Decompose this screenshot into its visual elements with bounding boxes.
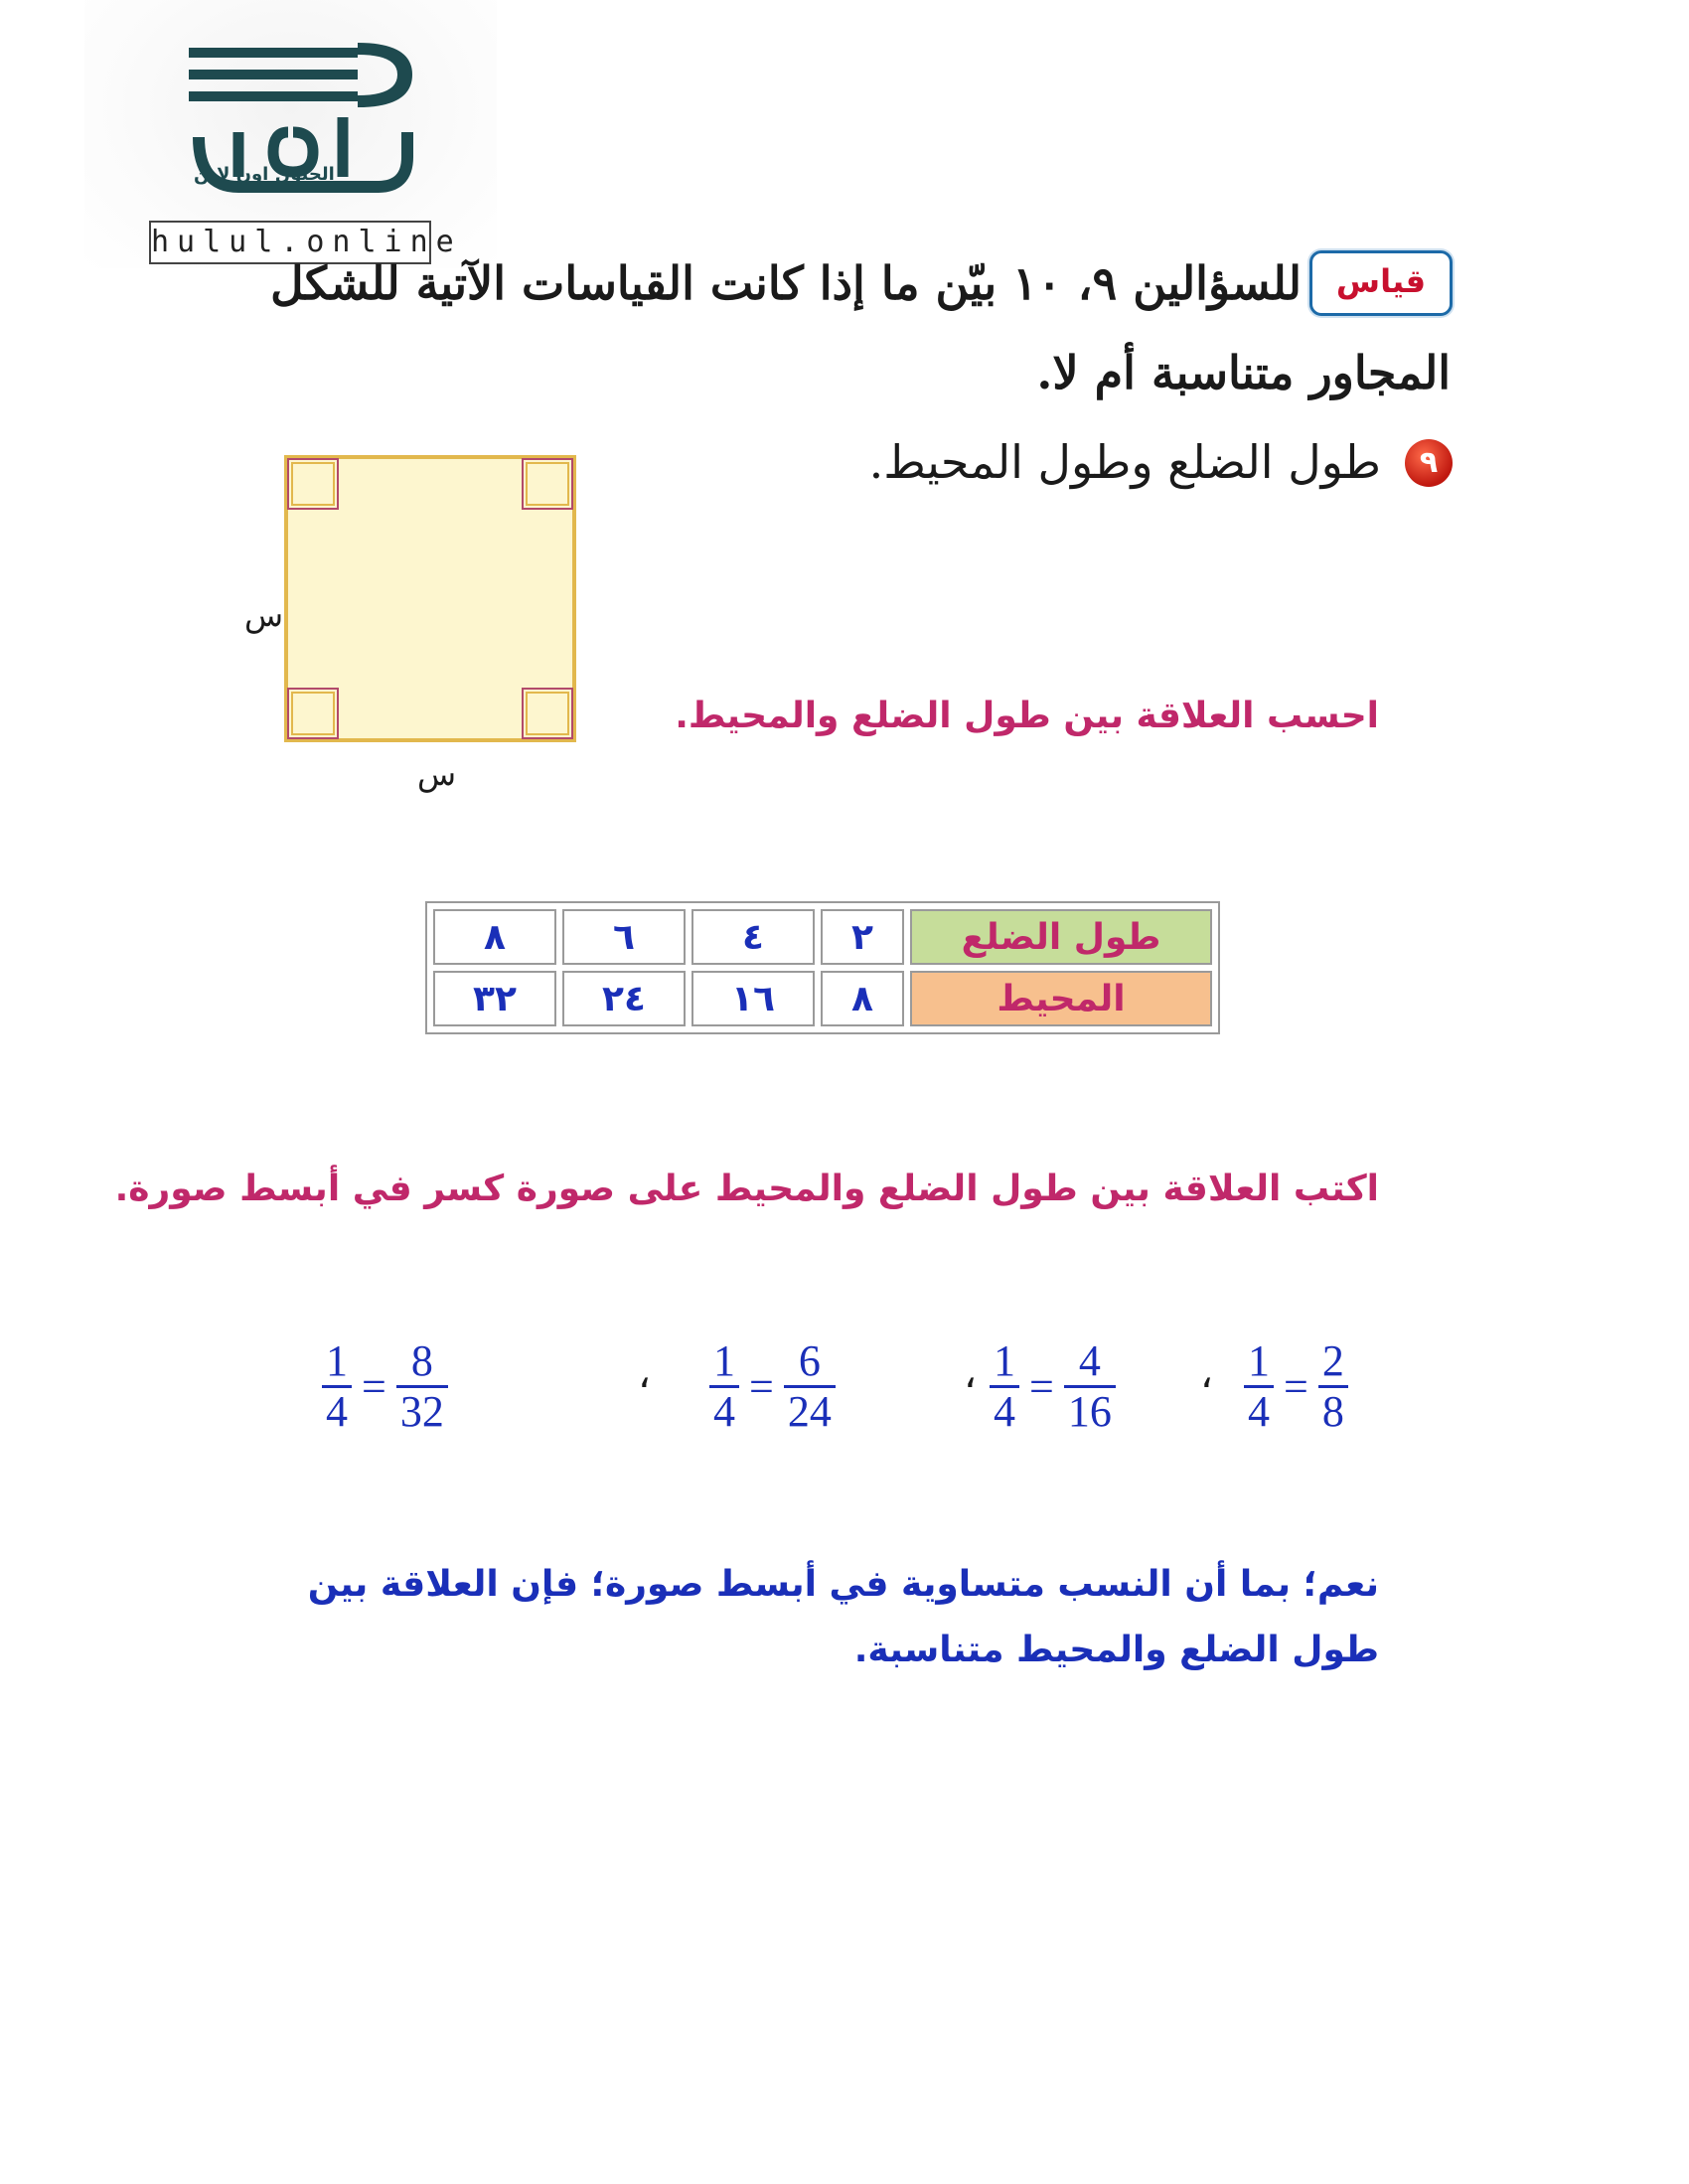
row-header-side: طول الضلع <box>910 909 1212 965</box>
side-label-left: س <box>244 596 284 634</box>
logo-tagline: الحلول اون لاين <box>194 164 335 185</box>
conclusion-text: نعم؛ بما أن النسب متساوية في أبسط صورة؛ فإن العلاقة بين طول الضلع والمحيط متناسبة. <box>307 1564 1379 1670</box>
table-cell: ٣٢ <box>433 971 556 1026</box>
brand-url[interactable]: hulul.online <box>149 221 431 264</box>
table-cell: ٢ <box>821 909 904 965</box>
instruction-compute: احسب العلاقة بين طول الضلع والمحيط. <box>675 696 1379 736</box>
separator: ، <box>1200 1351 1213 1397</box>
table-cell: ٦ <box>562 909 686 965</box>
fraction-equation: $\frac{1}{4}$ = $\frac{6}{24}$ <box>707 1331 838 1441</box>
question-text: طول الضلع وطول المحيط. <box>868 435 1381 489</box>
fraction-equation: $\frac{1}{4}$ = $\frac{2}{8}$ <box>1242 1331 1350 1441</box>
side-label-bottom: س <box>417 755 457 793</box>
table-cell: ٨ <box>821 971 904 1026</box>
separator: ، <box>638 1351 651 1397</box>
table-row <box>433 971 1212 1026</box>
side-perimeter-table <box>425 901 1220 1034</box>
topic-badge: قياس <box>1309 250 1453 316</box>
table-cell: ٤ <box>691 909 815 965</box>
table-row <box>433 909 1212 965</box>
logo-mark <box>179 38 417 217</box>
square-shape <box>286 457 574 740</box>
fraction-equation: $\frac{1}{4}$ = $\frac{4}{16}$ <box>988 1331 1118 1441</box>
table-cell: ٢٤ <box>562 971 686 1026</box>
separator: ، <box>964 1351 977 1397</box>
intro-line-2: المجاور متناسبة أم لا. <box>1036 346 1451 399</box>
square-figure <box>229 447 606 795</box>
table-cell: ١٦ <box>691 971 815 1026</box>
intro-line-1: للسؤالين ٩، ١٠ بيّن ما إذا كانت القياسات الآتية للشكل <box>270 256 1302 310</box>
instruction-write-fraction: اكتب العلاقة بين طول الضلع والمحيط على صورة كسر في أبسط صورة. <box>114 1169 1379 1209</box>
row-header-perimeter: المحيط <box>910 971 1212 1026</box>
table-cell: ٨ <box>433 909 556 965</box>
fraction-equation: $\frac{1}{4}$ = $\frac{8}{32}$ <box>320 1331 450 1441</box>
question-number-badge: ٩ <box>1405 439 1453 487</box>
